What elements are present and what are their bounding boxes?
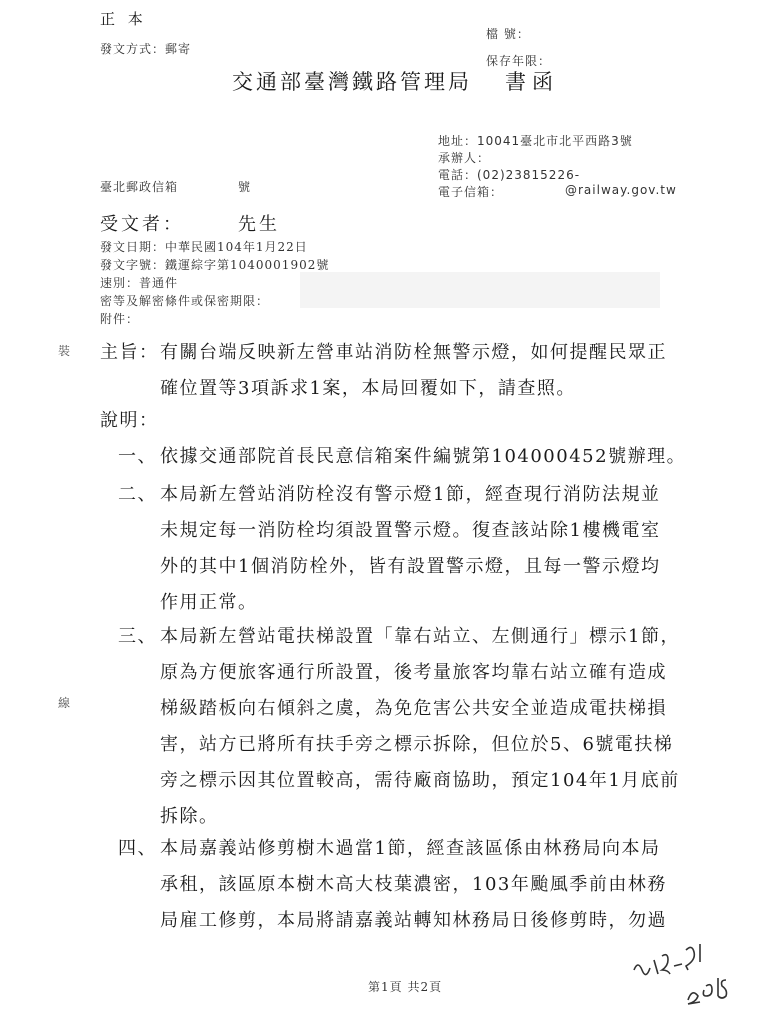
item-line: 害，站方已將所有扶手旁之標示拆除，但位於5、6號電扶梯: [160, 734, 674, 755]
recipient-label: 受文者：: [100, 214, 184, 235]
handwritten-date-annotation: [628, 930, 748, 1010]
mailbox-suffix: 號: [238, 180, 252, 194]
subject-label: 主旨：: [100, 342, 159, 363]
contact-phone: 電話：(02)23815226-: [438, 168, 581, 182]
copy-type: 正 本: [100, 10, 147, 28]
retention-label: 保存年限：: [486, 54, 552, 68]
item-line: 本局嘉義站修剪樹木過當1節，經查該區係由林務局向本局: [160, 838, 661, 859]
item-line: 本局新左營站電扶梯設置「靠右站立、左側通行」標示1節，: [160, 626, 680, 647]
scan-bleed-through: [300, 272, 660, 308]
subject-line-1: 有關台端反映新左營車站消防栓無警示燈，如何提醒民眾正: [160, 342, 667, 363]
document-number: 發文字號：鐵運綜字第1040001902號: [100, 258, 330, 272]
item-number: 四、: [118, 838, 157, 859]
contact-address: 地址：10041臺北市北平西路3號: [438, 134, 633, 148]
subject-line-2: 確位置等3項訴求1案，本局回覆如下，請查照。: [160, 378, 576, 399]
recipient-title: 先生: [238, 214, 280, 235]
contact-email-domain: @railway.gov.tw: [565, 183, 677, 197]
item-line: 外的其中1個消防栓外，皆有設置警示燈，且每一警示燈均: [160, 556, 661, 577]
item-line: 局雇工修剪，本局將請嘉義站轉知林務局日後修剪時，勿過: [160, 910, 667, 931]
item-line: 作用正常。: [160, 592, 258, 613]
contact-email-label: 電子信箱：: [438, 185, 504, 199]
mailbox-label: 臺北郵政信箱: [100, 180, 179, 194]
item-number: 一、: [118, 446, 157, 467]
item-line: 承租，該區原本樹木高大枝葉濃密，103年颱風季前由林務: [160, 874, 667, 895]
item-line: 依據交通部院首長民意信箱案件編號第104000452號辦理。: [160, 446, 687, 467]
item-number: 三、: [118, 626, 157, 647]
page-number: 第1頁 共2頁: [368, 980, 443, 994]
item-line: 本局新左營站消防栓沒有警示燈1節，經查現行消防法規並: [160, 484, 661, 505]
item-line: 旁之標示因其位置較高，需待廠商協助，預定104年1月底前: [160, 770, 680, 791]
item-number: 二、: [118, 484, 157, 505]
binding-mark-top: 裝: [58, 344, 71, 358]
item-line: 拆除。: [160, 806, 219, 827]
issue-date: 發文日期：中華民國104年1月22日: [100, 240, 308, 254]
attachment: 附件：: [100, 312, 140, 326]
secrecy-level: 密等及解密條件或保密期限：: [100, 294, 270, 308]
explanation-label: 說明：: [100, 410, 159, 431]
document-type: 書函: [505, 70, 559, 94]
item-line: 梯級踏板向右傾斜之虞，為免危害公共安全並造成電扶梯損: [160, 698, 667, 719]
file-number-label: 檔 號：: [486, 27, 530, 41]
delivery-method: 發文方式：郵寄: [100, 42, 192, 56]
binding-mark-bottom: 線: [58, 696, 71, 710]
item-line: 未規定每一消防栓均須設置警示燈。復查該站除1樓機電室: [160, 520, 661, 541]
agency-title: 交通部臺灣鐵路管理局: [232, 70, 472, 94]
contact-handler: 承辦人：: [438, 151, 491, 165]
delivery-speed: 速別：普通件: [100, 276, 179, 290]
item-line: 原為方便旅客通行所設置，後考量旅客均靠右站立確有造成: [160, 662, 667, 683]
